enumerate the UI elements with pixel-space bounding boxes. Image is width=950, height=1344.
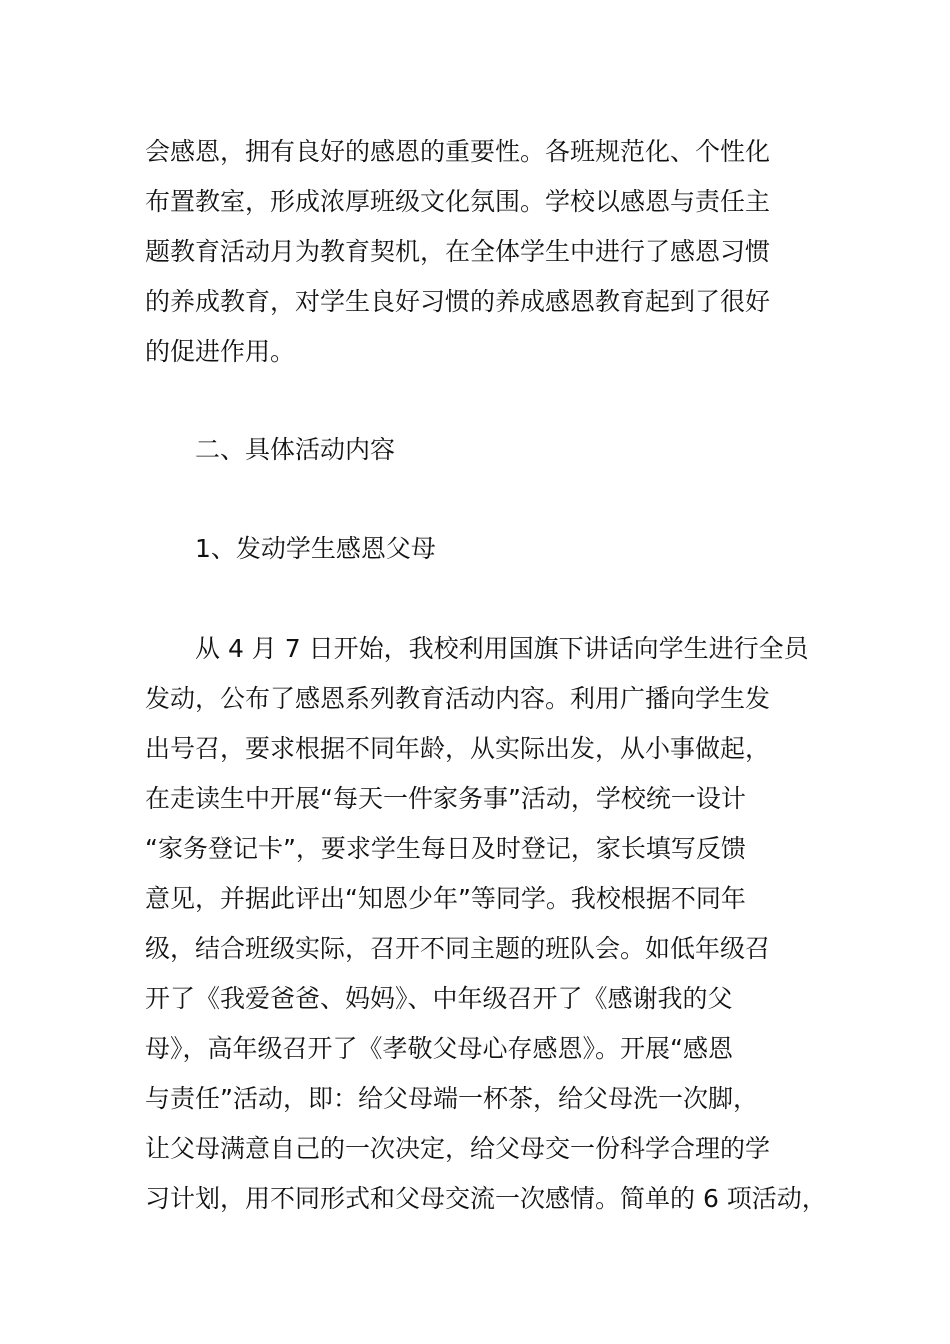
subsection-heading: 1、发动学生感恩父母 [195,534,436,563]
body-line-4: 在走读生中开展“每天一件家务事”活动，学校统一设计 [145,784,746,813]
intro-line-1: 会感恩，拥有良好的感恩的重要性。各班规范化、个性化 [145,137,771,166]
body-line-10: 与责任”活动，即：给父母端一杯茶，给父母洗一次脚， [145,1084,758,1113]
body-line-7: 级，结合班级实际，召开不同主题的班队会。如低年级召 [145,934,771,963]
body-line-3: 出号召，要求根据不同年龄，从实际出发，从小事做起， [145,734,771,763]
body-line-1: 从 4 月 7 日开始，我校利用国旗下讲话向学生进行全员 [195,634,809,663]
intro-line-5: 的促进作用。 [145,337,296,366]
body-line-12: 习计划，用不同形式和父母交流一次感情。简单的 6 项活动， [145,1184,827,1213]
intro-line-4: 的养成教育，对学生良好习惯的养成感恩教育起到了很好 [145,287,771,316]
section-heading: 二、具体活动内容 [195,435,396,464]
intro-line-3: 题教育活动月为教育契机，在全体学生中进行了感恩习惯 [145,237,771,266]
body-line-6: 意见，并据此评出“知恩少年”等同学。我校根据不同年 [145,884,746,913]
body-line-8: 开了《我爱爸爸、妈妈》、中年级召开了《感谢我的父 [145,984,733,1013]
intro-line-2: 布置教室，形成浓厚班级文化氛围。学校以感恩与责任主 [145,187,771,216]
body-line-2: 发动，公布了感恩系列教育活动内容。利用广播向学生发 [145,684,771,713]
body-line-9: 母》，高年级召开了《孝敬父母心存感恩》。开展“感恩 [145,1034,733,1063]
body-line-5: “家务登记卡”，要求学生每日及时登记，家长填写反馈 [145,834,746,863]
body-line-11: 让父母满意自己的一次决定，给父母交一份科学合理的学 [145,1134,771,1163]
